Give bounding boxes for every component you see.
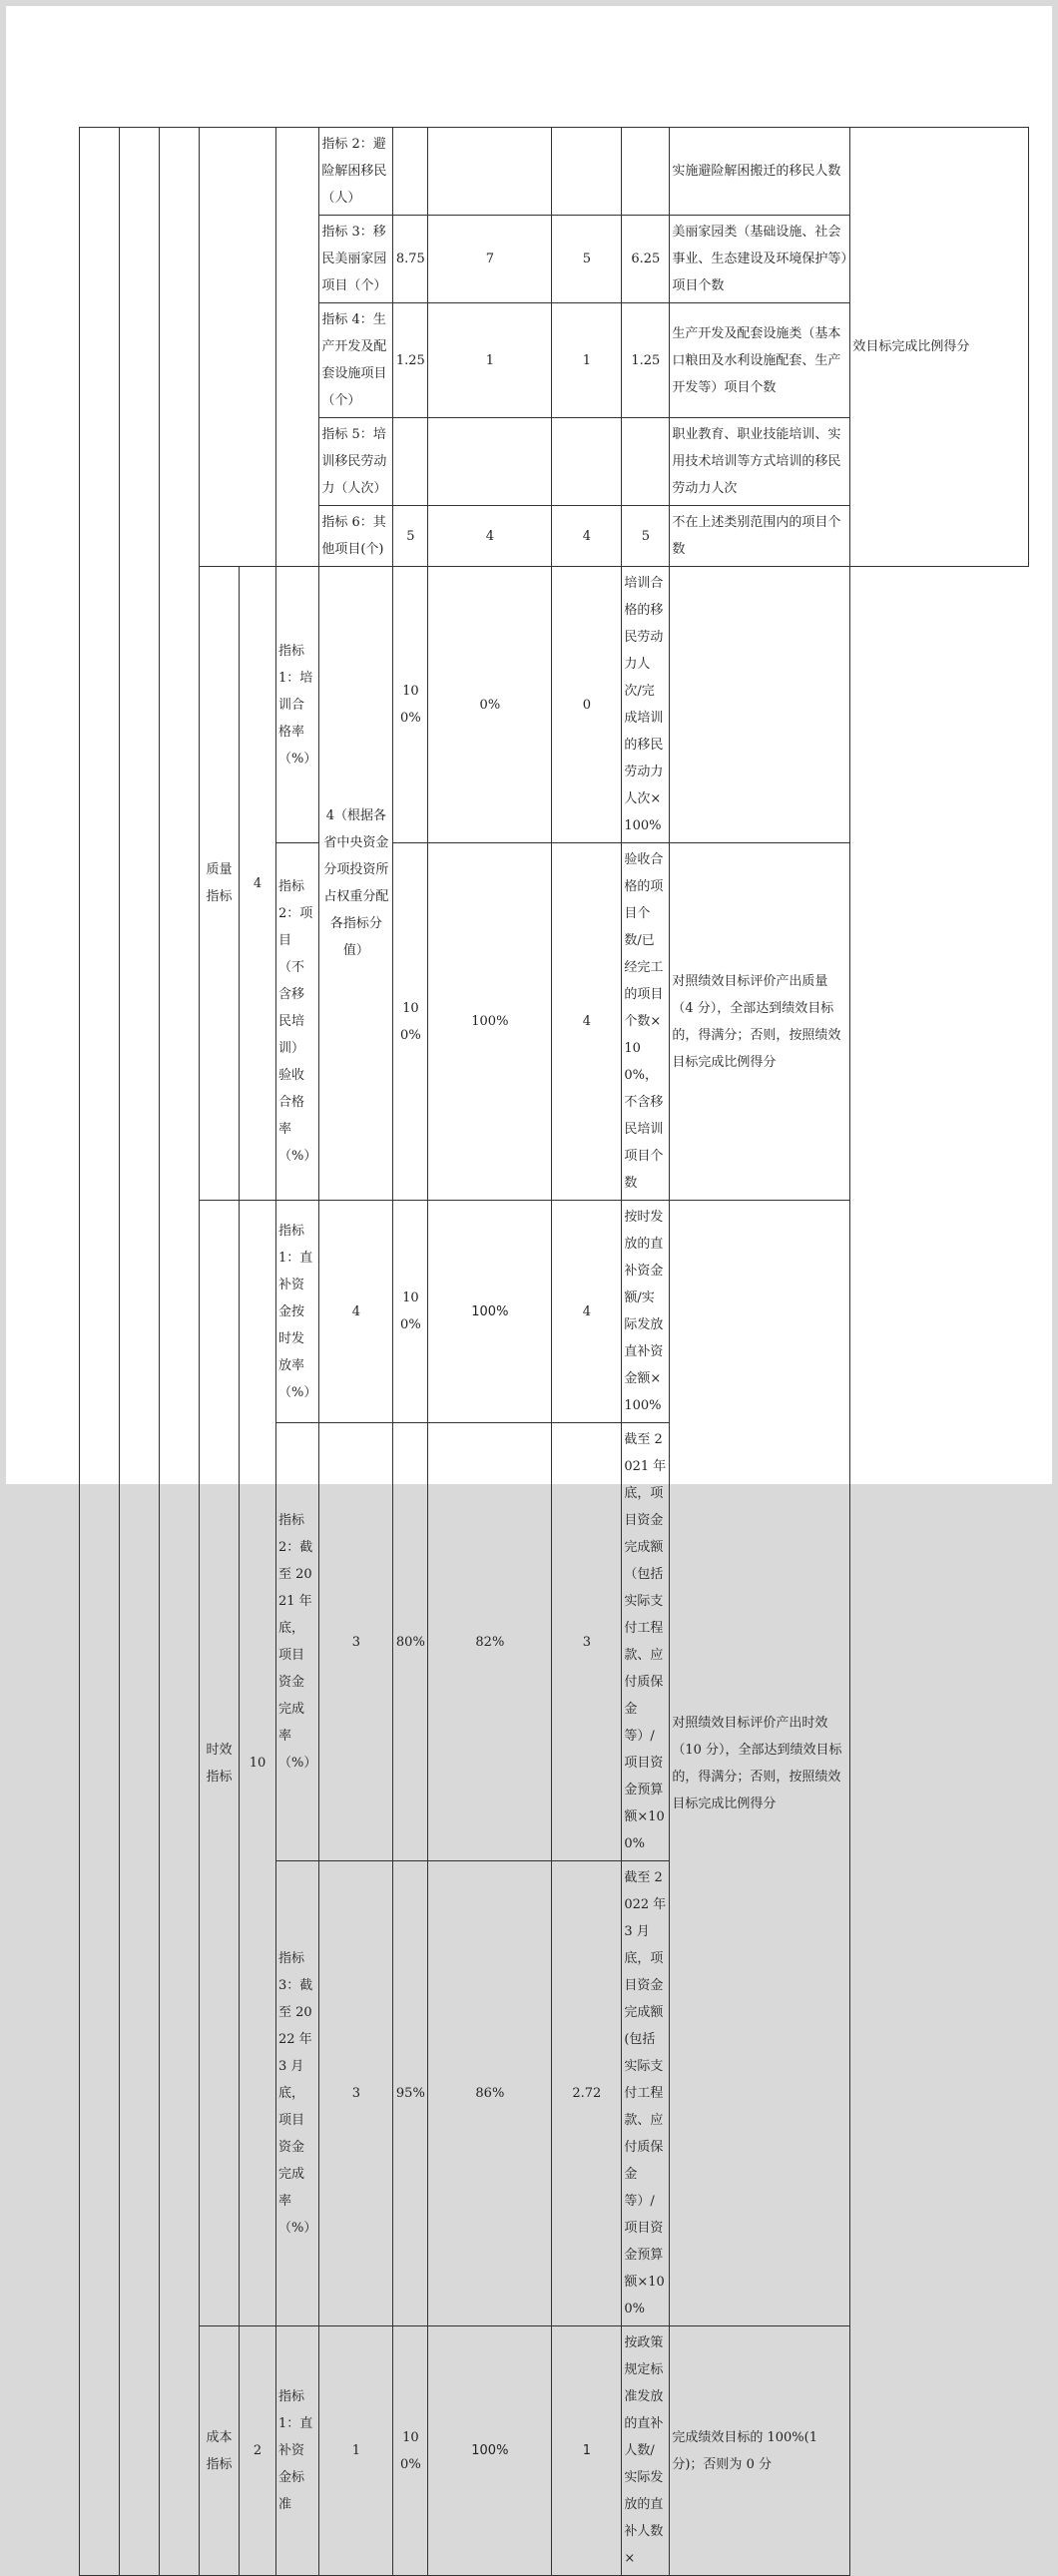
formula-cell: 生产开发及配套设施类（基本口粮田及水利设施配套、生产开发等）项目个数 <box>670 303 850 418</box>
indicator-cell: 指标 6：其他项目(个) <box>319 506 393 567</box>
actual-cell: 1 <box>552 303 622 418</box>
indicator-cell: 指标 2：截至 2021 年底，项目资金完成率（%） <box>276 1423 319 1861</box>
actual-cell: 86% <box>428 1861 552 2326</box>
target-cell: 100% <box>393 843 428 1201</box>
actual-cell: 100% <box>428 1201 552 1423</box>
formula-cell: 按时发放的直补资金额/实际发放直补资金额×100% <box>622 1201 670 1423</box>
actual-cell: 0% <box>428 567 552 843</box>
target-cell: 1 <box>428 303 552 418</box>
indicator-cell: 指标 3：截至 2022 年 3 月底，项目资金完成率（%） <box>276 1861 319 2326</box>
target-cell <box>428 418 552 506</box>
weight-cell <box>393 128 428 216</box>
weight-cell: 1.25 <box>393 303 428 418</box>
criterion-cell: 效目标完成比例得分 <box>850 128 1029 567</box>
quality-points-cell: 4 <box>240 567 276 1201</box>
score-cell: 6.25 <box>622 216 670 303</box>
actual-cell: 5 <box>552 216 622 303</box>
actual-cell: 4 <box>552 506 622 567</box>
criterion-cell <box>670 567 850 843</box>
blank-col-3 <box>160 128 200 2576</box>
indicator-cell: 指标 2：项目（不含移民培训）验收合格率（%） <box>276 843 319 1201</box>
target-cell: 100% <box>393 2326 428 2576</box>
score-cell: 5 <box>622 506 670 567</box>
score-cell: 4 <box>552 843 622 1201</box>
weight-cell: 5 <box>393 506 428 567</box>
weight-cell: 4 <box>319 1201 393 1423</box>
cost-category-cell: 成本指标 <box>200 2326 240 2576</box>
weight-cell: 3 <box>319 1423 393 1861</box>
weight-cell: 8.75 <box>393 216 428 303</box>
indicator-cell: 指标 5：培训移民劳动力（人次） <box>319 418 393 506</box>
formula-cell: 验收合格的项目个数/已经完工的项目个数×100%，不含移民培训项目个数 <box>622 843 670 1201</box>
score-cell: 4 <box>552 1201 622 1423</box>
actual-cell: 100% <box>428 2326 552 2576</box>
target-cell: 7 <box>428 216 552 303</box>
formula-cell: 不在上述类别范围内的项目个数 <box>670 506 850 567</box>
weight-cell: 1 <box>319 2326 393 2576</box>
formula-cell: 美丽家园类（基础设施、社会事业、生态建设及环境保护等）项目个数 <box>670 216 850 303</box>
score-cell: 2.72 <box>552 1861 622 2326</box>
target-cell: 4 <box>428 506 552 567</box>
indicator-cell: 指标 4：生产开发及配套设施项目（个） <box>319 303 393 418</box>
target-cell: 100% <box>393 567 428 843</box>
table-row <box>80 128 1029 216</box>
blank-col-1 <box>80 128 120 2576</box>
target-cell: 100% <box>393 1201 428 1423</box>
cost-points-cell: 2 <box>240 2326 276 2576</box>
weight-note-cell: 4（根据各省中央资金分项投资所占权重分配各指标分值） <box>319 567 393 1201</box>
indicator-cell: 指标 1：直补资金标准 <box>276 2326 319 2576</box>
formula-cell: 职业教育、职业技能培训、实用技术培训等方式培训的移民劳动力人次 <box>670 418 850 506</box>
table-row <box>80 2326 1029 2576</box>
score-cell: 1 <box>552 2326 622 2576</box>
indicator-cell: 指标 3：移民美丽家园项目（个） <box>319 216 393 303</box>
formula-cell: 截至 2021 年底，项目资金完成额（包括实际支付工程款、应付质保金等）/项目资金预算额×100% <box>622 1423 670 1861</box>
score-cell: 0 <box>552 567 622 843</box>
timeliness-points-cell: 10 <box>240 1201 276 2326</box>
timeliness-category-cell: 时效指标 <box>200 1201 240 2326</box>
table-row <box>80 567 1029 843</box>
actual-cell <box>552 128 622 216</box>
criterion-cell: 对照绩效目标评价产出质量（4 分），全部达到绩效目标的，得满分；否则，按照绩效目标完成比例得分 <box>670 843 850 1201</box>
indicator-cell: 指标 1：直补资金按时发放率（%） <box>276 1201 319 1423</box>
formula-cell: 培训合格的移民劳动力人次/完成培训的移民劳动力人次×100% <box>622 567 670 843</box>
weight-cell <box>393 418 428 506</box>
quantity-category-cell <box>200 128 276 567</box>
score-cell: 1.25 <box>622 303 670 418</box>
actual-cell: 82% <box>428 1423 552 1861</box>
formula-cell: 实施避险解困搬迁的移民人数 <box>670 128 850 216</box>
weight-cell: 3 <box>319 1861 393 2326</box>
criterion-cell: 对照绩效目标评价产出时效（10 分），全部达到绩效目标的，得满分；否则，按照绩效目标完成比例得分 <box>670 1201 850 2326</box>
target-cell: 95% <box>393 1861 428 2326</box>
formula-cell: 截至 2022 年 3 月底，项目资金完成额(包括实际支付工程款、应付质保金等）/项目资金预算额×100% <box>622 1861 670 2326</box>
score-cell <box>622 128 670 216</box>
blank-col-2 <box>120 128 160 2576</box>
target-cell: 80% <box>393 1423 428 1861</box>
performance-evaluation-table <box>79 127 1029 2576</box>
target-cell <box>428 128 552 216</box>
indicator-cell: 指标 1：培训合格率（%） <box>276 567 319 843</box>
actual-cell <box>552 418 622 506</box>
actual-cell: 100% <box>428 843 552 1201</box>
score-cell: 3 <box>552 1423 622 1861</box>
table-row <box>80 1201 1029 1423</box>
quality-category-cell: 质量指标 <box>200 567 240 1201</box>
indicator-cell: 指标 2：避险解困移民（人） <box>319 128 393 216</box>
formula-cell: 按政策规定标准发放的直补人数/实际发放的直补人数× <box>622 2326 670 2576</box>
quantity-points-cell <box>276 128 319 567</box>
criterion-cell: 完成绩效目标的 100%(1 分)；否则为 0 分 <box>670 2326 850 2576</box>
score-cell <box>622 418 670 506</box>
